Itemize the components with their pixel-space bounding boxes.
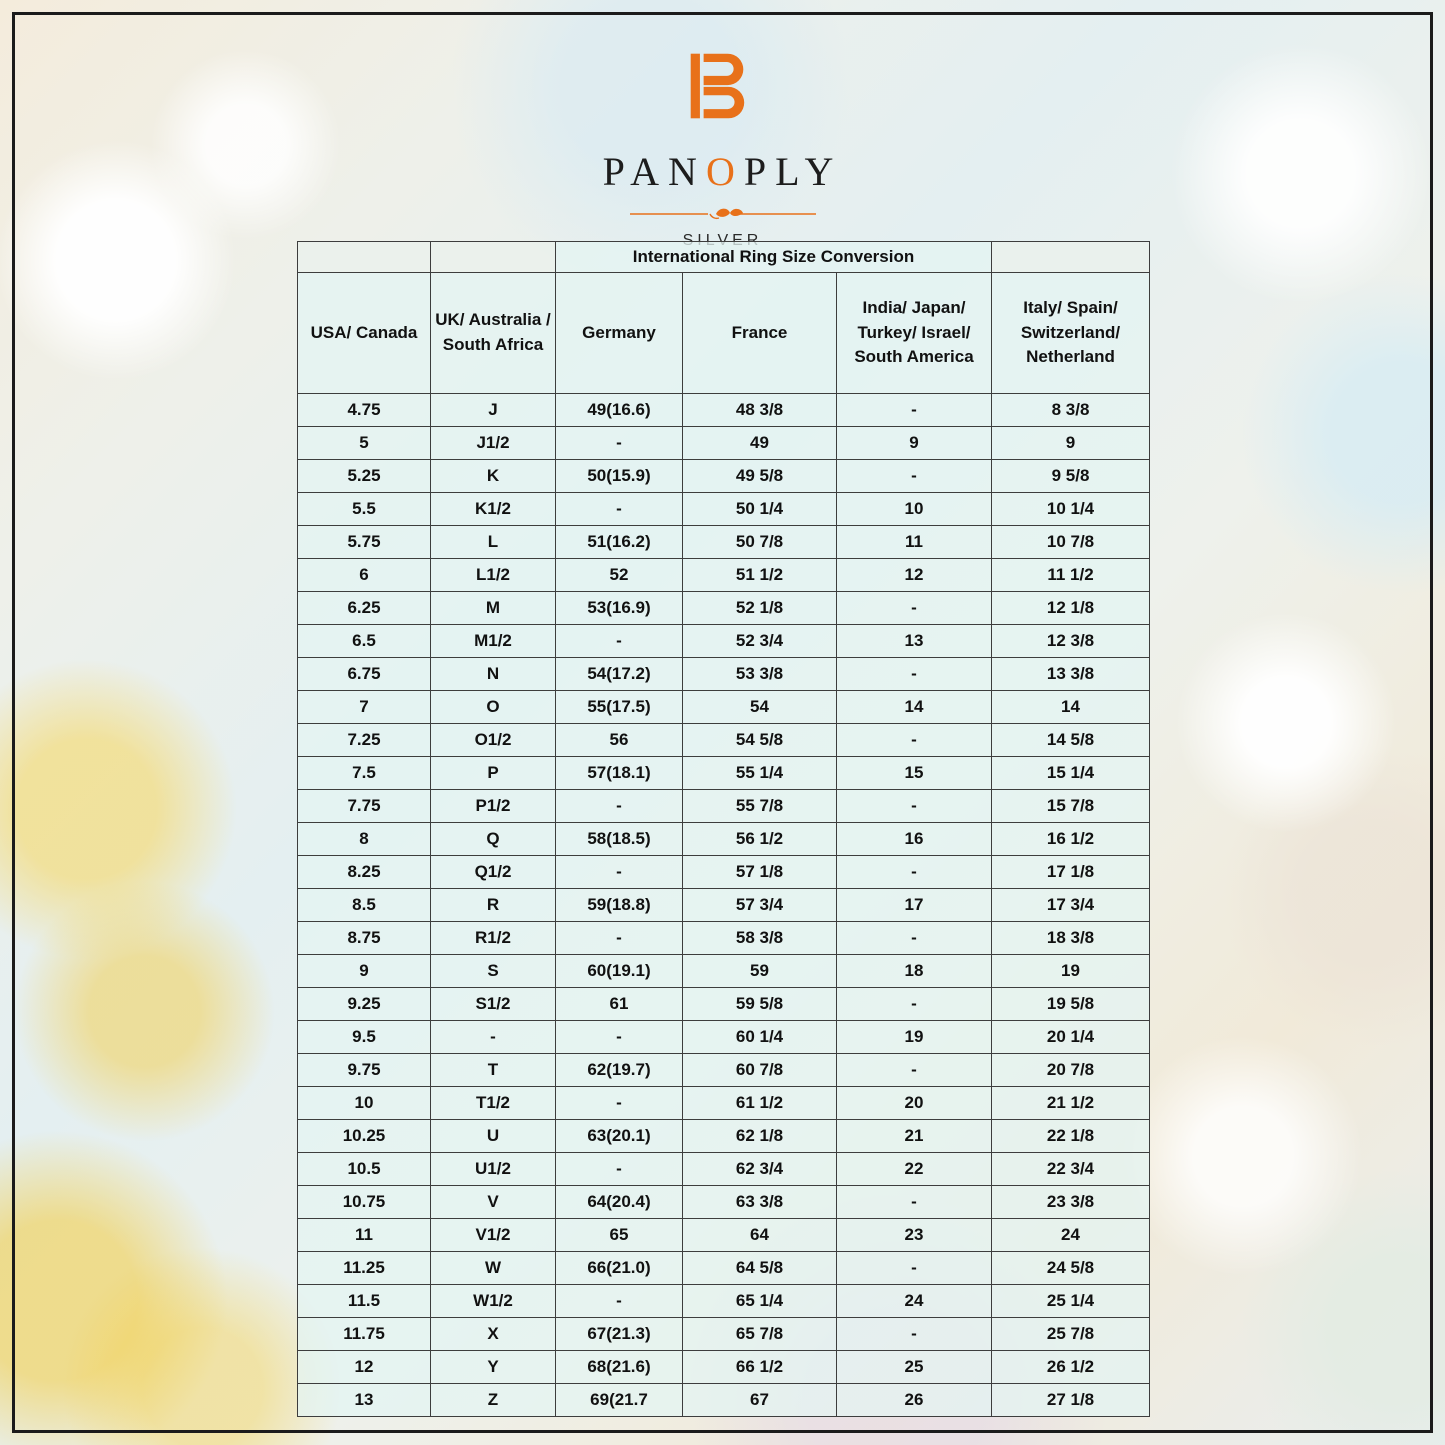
table-cell: 55(17.5) xyxy=(556,691,683,724)
table-cell: 22 1/8 xyxy=(992,1120,1150,1153)
table-cell: 63(20.1) xyxy=(556,1120,683,1153)
table-row xyxy=(298,1219,1150,1252)
table-cell: 16 xyxy=(837,823,992,856)
table-cell: 8.5 xyxy=(298,889,431,922)
table-cell: 21 1/2 xyxy=(992,1087,1150,1120)
table-cell: 17 xyxy=(837,889,992,922)
table-cell: 59(18.8) xyxy=(556,889,683,922)
column-header-italy-spain-switzerland-netherland: Italy/ Spain/ Switzerland/ Netherland xyxy=(992,273,1150,394)
table-cell: 14 xyxy=(837,691,992,724)
table-cell: 50 1/4 xyxy=(683,493,837,526)
table-cell: 14 xyxy=(992,691,1150,724)
table-cell: 6.75 xyxy=(298,658,431,691)
table-cell: 64 xyxy=(683,1219,837,1252)
conversion-table-container xyxy=(297,241,1149,1417)
table-cell: 4.75 xyxy=(298,394,431,427)
table-row xyxy=(298,922,1150,955)
table-cell: L xyxy=(431,526,556,559)
table-cell: 11 1/2 xyxy=(992,559,1150,592)
table-cell: 26 1/2 xyxy=(992,1351,1150,1384)
table-row xyxy=(298,1054,1150,1087)
table-cell: 15 7/8 xyxy=(992,790,1150,823)
table-cell: U xyxy=(431,1120,556,1153)
table-row xyxy=(298,394,1150,427)
table-cell: - xyxy=(556,790,683,823)
table-row xyxy=(298,559,1150,592)
table-cell: 65 1/4 xyxy=(683,1285,837,1318)
table-cell: 9.25 xyxy=(298,988,431,1021)
table-row xyxy=(298,790,1150,823)
table-cell: 10 xyxy=(298,1087,431,1120)
table-cell: 64(20.4) xyxy=(556,1186,683,1219)
table-cell: 11.5 xyxy=(298,1285,431,1318)
brand-wordmark xyxy=(0,148,1445,195)
table-cell: 55 7/8 xyxy=(683,790,837,823)
table-cell: 10.75 xyxy=(298,1186,431,1219)
table-cell: 22 3/4 xyxy=(992,1153,1150,1186)
table-cell: 56 1/2 xyxy=(683,823,837,856)
table-cell: 18 xyxy=(837,955,992,988)
table-cell: 65 xyxy=(556,1219,683,1252)
table-cell: T1/2 xyxy=(431,1087,556,1120)
table-cell: 25 7/8 xyxy=(992,1318,1150,1351)
table-row xyxy=(298,526,1150,559)
table-cell: 62(19.7) xyxy=(556,1054,683,1087)
table-cell: 9 5/8 xyxy=(992,460,1150,493)
table-cell: 13 xyxy=(298,1384,431,1417)
table-cell: W xyxy=(431,1252,556,1285)
table-cell: Q1/2 xyxy=(431,856,556,889)
table-cell: 60 7/8 xyxy=(683,1054,837,1087)
table-cell: J xyxy=(431,394,556,427)
panoply-monogram-icon xyxy=(681,50,765,122)
table-cell: - xyxy=(556,1285,683,1318)
table-row xyxy=(298,856,1150,889)
table-row xyxy=(298,1318,1150,1351)
table-cell: J1/2 xyxy=(431,427,556,460)
table-cell: 26 xyxy=(837,1384,992,1417)
table-cell: K xyxy=(431,460,556,493)
table-row xyxy=(298,691,1150,724)
table-cell: X xyxy=(431,1318,556,1351)
table-row xyxy=(298,988,1150,1021)
table-cell: - xyxy=(837,1054,992,1087)
table-cell: 12 1/8 xyxy=(992,592,1150,625)
table-cell: 5.5 xyxy=(298,493,431,526)
table-title: International Ring Size Conversion xyxy=(556,242,992,273)
table-cell: 12 3/8 xyxy=(992,625,1150,658)
table-cell: 49 xyxy=(683,427,837,460)
table-cell: 14 5/8 xyxy=(992,724,1150,757)
table-cell: 25 xyxy=(837,1351,992,1384)
table-cell: 64 5/8 xyxy=(683,1252,837,1285)
table-cell: 7.25 xyxy=(298,724,431,757)
table-cell: 24 xyxy=(837,1285,992,1318)
table-cell: M1/2 xyxy=(431,625,556,658)
table-cell: 24 xyxy=(992,1219,1150,1252)
table-cell: - xyxy=(837,658,992,691)
table-cell: 65 7/8 xyxy=(683,1318,837,1351)
table-cell: P xyxy=(431,757,556,790)
table-cell: 7.5 xyxy=(298,757,431,790)
table-cell: 23 3/8 xyxy=(992,1186,1150,1219)
table-cell: 54 xyxy=(683,691,837,724)
table-cell: 52 1/8 xyxy=(683,592,837,625)
table-cell: 63 3/8 xyxy=(683,1186,837,1219)
table-cell: - xyxy=(837,1252,992,1285)
title-blank-cell-3 xyxy=(992,242,1150,273)
table-row xyxy=(298,427,1150,460)
table-cell: 13 3/8 xyxy=(992,658,1150,691)
table-row xyxy=(298,1252,1150,1285)
table-cell: 5.75 xyxy=(298,526,431,559)
table-cell: 67 xyxy=(683,1384,837,1417)
table-cell: 20 1/4 xyxy=(992,1021,1150,1054)
table-row xyxy=(298,460,1150,493)
table-cell: V1/2 xyxy=(431,1219,556,1252)
table-cell: - xyxy=(837,988,992,1021)
table-row xyxy=(298,1087,1150,1120)
table-cell: 7.75 xyxy=(298,790,431,823)
table-cell: 53 3/8 xyxy=(683,658,837,691)
table-cell: 18 3/8 xyxy=(992,922,1150,955)
table-cell: 59 5/8 xyxy=(683,988,837,1021)
table-cell: 66(21.0) xyxy=(556,1252,683,1285)
table-cell: 56 xyxy=(556,724,683,757)
table-cell: 19 xyxy=(992,955,1150,988)
table-cell: 50(15.9) xyxy=(556,460,683,493)
table-cell: 6.5 xyxy=(298,625,431,658)
brand-name-o: O xyxy=(705,149,744,194)
table-cell: - xyxy=(431,1021,556,1054)
table-cell: - xyxy=(556,427,683,460)
column-header-germany: Germany xyxy=(556,273,683,394)
table-cell: - xyxy=(837,922,992,955)
table-cell: 49 5/8 xyxy=(683,460,837,493)
table-cell: K1/2 xyxy=(431,493,556,526)
table-cell: - xyxy=(837,790,992,823)
table-cell: R xyxy=(431,889,556,922)
table-cell: 12 xyxy=(837,559,992,592)
table-cell: 11.25 xyxy=(298,1252,431,1285)
table-row xyxy=(298,1384,1150,1417)
table-cell: 8.75 xyxy=(298,922,431,955)
table-cell: S1/2 xyxy=(431,988,556,1021)
table-row xyxy=(298,757,1150,790)
table-cell: 24 5/8 xyxy=(992,1252,1150,1285)
table-cell: 8 xyxy=(298,823,431,856)
table-cell: 12 xyxy=(298,1351,431,1384)
table-row xyxy=(298,592,1150,625)
table-cell: - xyxy=(556,625,683,658)
table-cell: S xyxy=(431,955,556,988)
table-row xyxy=(298,1021,1150,1054)
table-cell: 20 7/8 xyxy=(992,1054,1150,1087)
table-cell: 61 xyxy=(556,988,683,1021)
table-cell: 51 1/2 xyxy=(683,559,837,592)
table-cell: 57 1/8 xyxy=(683,856,837,889)
table-cell: 10.25 xyxy=(298,1120,431,1153)
table-cell: 20 xyxy=(837,1087,992,1120)
table-cell: 67(21.3) xyxy=(556,1318,683,1351)
brand-name-part1: PAN xyxy=(602,149,706,194)
table-cell: P1/2 xyxy=(431,790,556,823)
table-title-row xyxy=(298,242,1150,273)
table-cell: 9 xyxy=(837,427,992,460)
table-cell: 55 1/4 xyxy=(683,757,837,790)
table-cell: 9.5 xyxy=(298,1021,431,1054)
table-cell: O xyxy=(431,691,556,724)
ring-size-conversion-table xyxy=(297,241,1150,1417)
table-cell: 5 xyxy=(298,427,431,460)
table-cell: 25 1/4 xyxy=(992,1285,1150,1318)
table-cell: 58 3/8 xyxy=(683,922,837,955)
table-cell: Q xyxy=(431,823,556,856)
table-cell: - xyxy=(556,1153,683,1186)
table-cell: - xyxy=(556,856,683,889)
table-cell: 10 xyxy=(837,493,992,526)
table-cell: Z xyxy=(431,1384,556,1417)
title-blank-cell-2 xyxy=(431,242,556,273)
table-row xyxy=(298,1285,1150,1318)
leaf-divider-icon xyxy=(630,207,816,221)
table-cell: 59 xyxy=(683,955,837,988)
table-cell: 15 xyxy=(837,757,992,790)
table-cell: 5.25 xyxy=(298,460,431,493)
table-cell: 10.5 xyxy=(298,1153,431,1186)
table-row xyxy=(298,1186,1150,1219)
table-cell: 68(21.6) xyxy=(556,1351,683,1384)
table-cell: 62 1/8 xyxy=(683,1120,837,1153)
table-row xyxy=(298,955,1150,988)
table-cell: 49(16.6) xyxy=(556,394,683,427)
table-cell: 52 3/4 xyxy=(683,625,837,658)
table-cell: - xyxy=(837,724,992,757)
title-blank-cell-1 xyxy=(298,242,431,273)
table-cell: 57 3/4 xyxy=(683,889,837,922)
table-cell: O1/2 xyxy=(431,724,556,757)
table-cell: 51(16.2) xyxy=(556,526,683,559)
table-cell: - xyxy=(837,592,992,625)
table-row xyxy=(298,658,1150,691)
table-cell: 8 3/8 xyxy=(992,394,1150,427)
table-cell: 66 1/2 xyxy=(683,1351,837,1384)
table-cell: 9 xyxy=(992,427,1150,460)
table-cell: 54(17.2) xyxy=(556,658,683,691)
table-cell: Y xyxy=(431,1351,556,1384)
table-header-row xyxy=(298,273,1150,394)
table-cell: 17 1/8 xyxy=(992,856,1150,889)
table-cell: 11.75 xyxy=(298,1318,431,1351)
table-cell: 58(18.5) xyxy=(556,823,683,856)
table-cell: 22 xyxy=(837,1153,992,1186)
table-cell: 57(18.1) xyxy=(556,757,683,790)
table-row xyxy=(298,1120,1150,1153)
table-row xyxy=(298,823,1150,856)
brand-logo xyxy=(0,50,1445,250)
table-cell: - xyxy=(837,1318,992,1351)
table-cell: 60(19.1) xyxy=(556,955,683,988)
table-cell: 19 5/8 xyxy=(992,988,1150,1021)
table-cell: 19 xyxy=(837,1021,992,1054)
table-cell: - xyxy=(837,394,992,427)
table-cell: 62 3/4 xyxy=(683,1153,837,1186)
table-cell: 8.25 xyxy=(298,856,431,889)
brand-name-part2: PLY xyxy=(743,149,843,194)
table-cell: 9.75 xyxy=(298,1054,431,1087)
column-header-uk-australia-south-africa: UK/ Australia / South Africa xyxy=(431,273,556,394)
column-header-india-japan-turkey-israel-south-america: India/ Japan/ Turkey/ Israel/ South America xyxy=(837,273,992,394)
table-cell: 13 xyxy=(837,625,992,658)
table-cell: 9 xyxy=(298,955,431,988)
table-cell: V xyxy=(431,1186,556,1219)
table-cell: 60 1/4 xyxy=(683,1021,837,1054)
table-cell: 50 7/8 xyxy=(683,526,837,559)
table-row xyxy=(298,724,1150,757)
column-header-usa-canada: USA/ Canada xyxy=(298,273,431,394)
table-cell: R1/2 xyxy=(431,922,556,955)
table-cell: U1/2 xyxy=(431,1153,556,1186)
table-cell: 52 xyxy=(556,559,683,592)
table-row xyxy=(298,625,1150,658)
table-cell: - xyxy=(837,460,992,493)
table-cell: 10 7/8 xyxy=(992,526,1150,559)
table-row xyxy=(298,1153,1150,1186)
table-cell: 48 3/8 xyxy=(683,394,837,427)
table-cell: 11 xyxy=(837,526,992,559)
table-cell: 15 1/4 xyxy=(992,757,1150,790)
table-cell: - xyxy=(837,856,992,889)
table-cell: L1/2 xyxy=(431,559,556,592)
table-cell: 6.25 xyxy=(298,592,431,625)
table-cell: - xyxy=(556,493,683,526)
table-row xyxy=(298,493,1150,526)
table-cell: 53(16.9) xyxy=(556,592,683,625)
table-cell: - xyxy=(837,1186,992,1219)
table-cell: 10 1/4 xyxy=(992,493,1150,526)
table-cell: M xyxy=(431,592,556,625)
table-cell: 61 1/2 xyxy=(683,1087,837,1120)
table-cell: 21 xyxy=(837,1120,992,1153)
table-cell: 54 5/8 xyxy=(683,724,837,757)
table-cell: 6 xyxy=(298,559,431,592)
table-cell: W1/2 xyxy=(431,1285,556,1318)
table-cell: 27 1/8 xyxy=(992,1384,1150,1417)
table-cell: 16 1/2 xyxy=(992,823,1150,856)
table-cell: 23 xyxy=(837,1219,992,1252)
table-cell: 11 xyxy=(298,1219,431,1252)
table-cell: - xyxy=(556,922,683,955)
table-cell: 7 xyxy=(298,691,431,724)
table-row xyxy=(298,889,1150,922)
table-cell: N xyxy=(431,658,556,691)
table-cell: 69(21.7 xyxy=(556,1384,683,1417)
table-cell: T xyxy=(431,1054,556,1087)
table-cell: - xyxy=(556,1087,683,1120)
table-cell: - xyxy=(556,1021,683,1054)
column-header-france: France xyxy=(683,273,837,394)
table-row xyxy=(298,1351,1150,1384)
table-body xyxy=(298,394,1150,1417)
table-cell: 17 3/4 xyxy=(992,889,1150,922)
